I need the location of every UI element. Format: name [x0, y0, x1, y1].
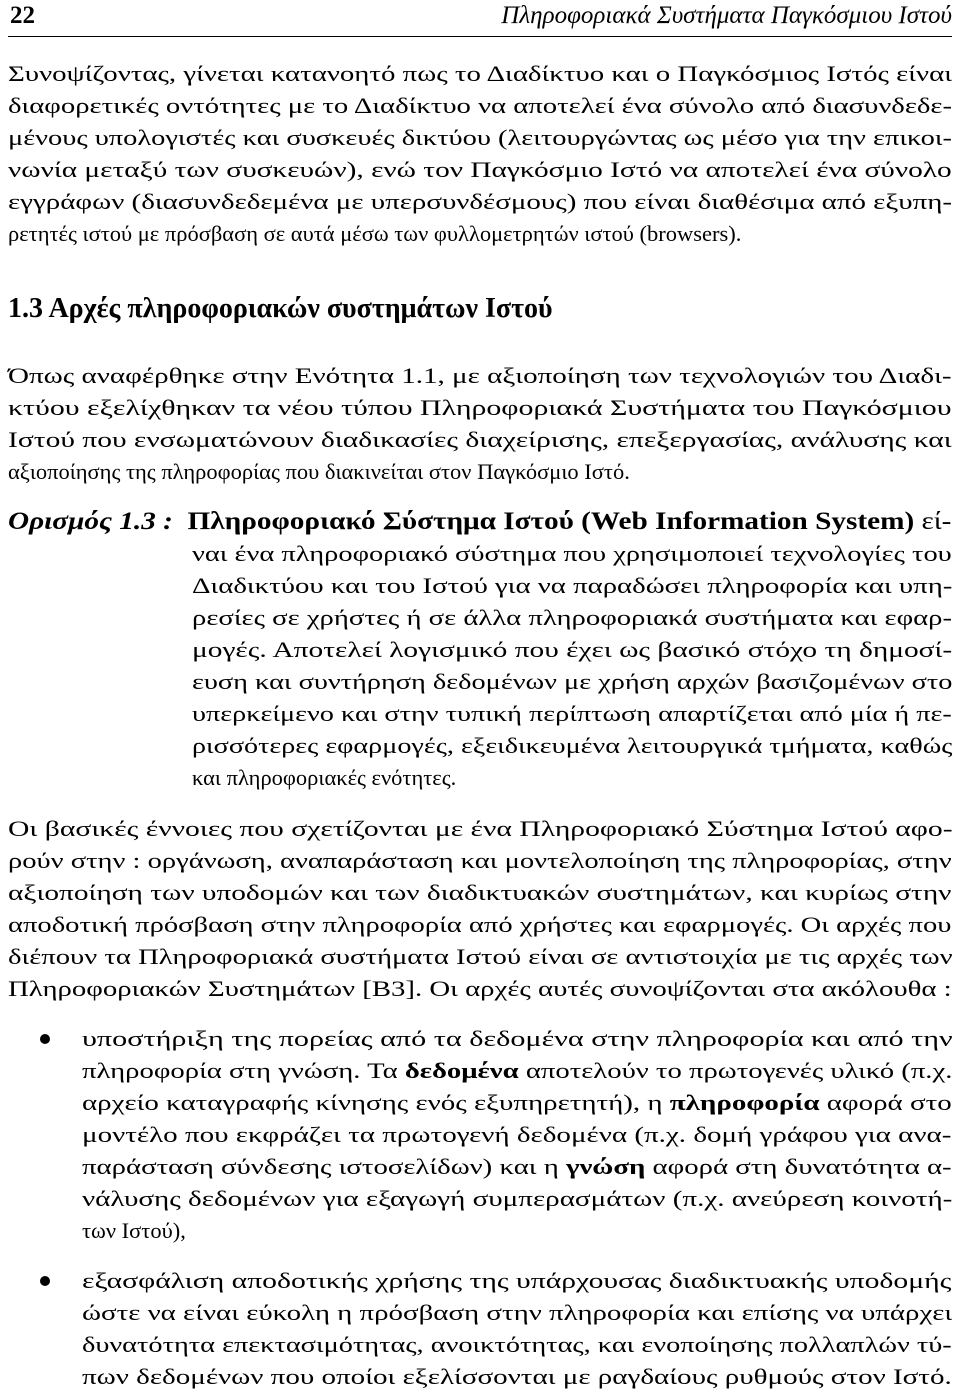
page-header [8, 0, 952, 37]
text-line: Διαδικτύου και του Ιστού για να παραδώσει πληροφορία και υπη- [192, 573, 953, 598]
text-line: ρετητές ιστού με πρόσβαση σε αυτά μέσω των φυλλομετρητών ιστού (browsers). [8, 221, 742, 246]
definition-label: Ορισμός 1.3 : [8, 508, 173, 535]
text-line: νάλυσης δεδομένων για εξαγωγή συμπερασμάτων (π.χ. ανεύρεση κοινοτή- [82, 1186, 953, 1211]
text-line: ρεσίες σε χρήστες ή σε άλλα πληροφοριακά συστήματα και εφαρ- [192, 605, 953, 630]
text-line: και πληροφοριακές ενότητες. [192, 765, 457, 790]
text-line: αποδοτική πρόσβαση στην πληροφορία από χρήστες και εφαρμογές. Οι αρχές που [8, 912, 952, 937]
text-line: αξιοποίηση των υποδομών και των διαδικτυακών συστημάτων, και κυρίως στην [8, 880, 952, 905]
running-title: Πληροφοριακά Συστήματα Παγκόσμιου Ιστού [501, 2, 952, 29]
text-span: αρχείο καταγραφής κίνησης ενός εξυπηρετητή), η [82, 1090, 670, 1115]
text-line: Οι βασικές έννοιες που σχετίζονται με ένα Πληροφοριακό Σύστημα Ιστού αφο- [8, 816, 953, 841]
page-number: 22 [10, 2, 35, 29]
bold-term: δεδομένα [404, 1058, 519, 1083]
text-line: πων δεδομένων που οποίοι εξελίσσονται με ραγδαίους ρυθμούς στον Ιστό. [82, 1364, 952, 1389]
text-line: νωνία μεταξύ των συσκευών), ενώ τον Παγκόσμιο Ιστό να αποτελεί ένα σύνολο [8, 157, 952, 182]
text-line: υπερκείμενο και στην τυπική περίπτωση απαρτίζεται από μία ή πε- [192, 701, 952, 726]
bold-term: γνώση [565, 1154, 646, 1179]
text-span: αποτελούν το πρωτογενές υλικό (π.χ. [518, 1058, 953, 1083]
text-line: μένους υπολογιστές και συσκευές δικτύου (λειτουργώντας ως μέσο για την επικοι- [8, 125, 953, 150]
text-line: διαφορετικές οντότητες με το Διαδίκτυο να αποτελεί ένα σύνολο από διασυνδεδε- [8, 93, 953, 118]
text-line: ευση και συντήρηση δεδομένων με χρήση αρχών βασιζομένων στο [192, 669, 953, 694]
text-line: μοντέλο που εκφράζει τα πρωτογενή δεδομένα (π.χ. δομή γράφου για ανα- [82, 1122, 952, 1147]
text-line: δυνατότητα επεκτασιμότητας, ανοικτότητας, και ενοποίησης πολλαπλών τύ- [82, 1332, 952, 1357]
text-line: υποστήριξη της πορείας από τα δεδομένα στην πληροφορία και από την [82, 1026, 953, 1051]
text-span: αφορά στη δυνατότητα α- [645, 1154, 952, 1179]
text-line: αξιοποίησης της πληροφορίας που διακινείται στον Παγκόσμιο Ιστό. [8, 459, 630, 484]
bullet-icon [40, 1034, 50, 1044]
text-span: πληροφορία στη γνώση. Τα [82, 1058, 405, 1083]
definition-first-line [8, 507, 951, 537]
text-line: ναι ένα πληροφοριακό σύστημα που χρησιμοποιεί τεχνολογίες του [192, 541, 952, 566]
text-line: κτύου εξελίχθηκαν τα νέου τύπου Πληροφοριακά Συστήματα του Παγκόσμιου [8, 395, 952, 420]
definition-text: εί- [921, 508, 952, 535]
text-span: παράσταση σύνδεσης ιστοσελίδων) και η [82, 1154, 566, 1179]
text-line: Ιστού που ενσωματώνουν διαδικασίες διαχείρισης, επεξεργασίας, ανάλυσης και [8, 427, 952, 452]
text-line: εξασφάλιση αποδοτικής χρήσης της υπάρχουσας διαδικτυακής υποδομής [82, 1268, 952, 1293]
text-line: μογές. Αποτελεί λογισμικό που έχει ως βασικό στόχο τη δημοσί- [192, 637, 953, 662]
text-line: των Ιστού), [82, 1218, 186, 1243]
text-line: Συνοψίζοντας, γίνεται κατανοητό πως το Διαδίκτυο και ο Παγκόσμιος Ιστός είναι [8, 61, 952, 86]
text-line: ρούν στην : οργάνωση, αναπαράσταση και μοντελοποίηση της πληροφορίας, στην [8, 848, 952, 873]
text-line: Όπως αναφέρθηκε στην Ενότητα 1.1, με αξιοποίηση των τεχνολογιών του Διαδι- [8, 363, 952, 388]
text-line: Πληροφοριακών Συστημάτων [Β3]. Οι αρχές αυτές συνοψίζονται στα ακόλουθα : [8, 976, 952, 1001]
text-line: εγγράφων (διασυνδεδεμένα με υπερσυνδέσμους) που είναι διαθέσιμα από εξυπη- [8, 189, 953, 214]
text-line: διέπουν τα Πληροφοριακά συστήματα Ιστού είναι σε αντιστοιχία με τις αρχές των [8, 944, 953, 969]
text-span: αφορά στο [819, 1090, 952, 1115]
text-line: ρισσότερες εφαρμογές, εξειδικευμένα λειτουργικά τμήματα, καθώς [192, 733, 953, 758]
bullet-icon [40, 1276, 50, 1286]
text-line [82, 1088, 952, 1118]
text-line [82, 1056, 952, 1086]
definition-term: Πληροφοριακό Σύστημα Ιστού (Web Information System) [187, 508, 915, 535]
text-line: ώστε να είναι εύκολη η πρόσβαση στην πληροφορία και επίσης να υπάρχει [82, 1300, 953, 1325]
bold-term: πληροφορία [669, 1090, 820, 1115]
section-heading: 1.3 Αρχές πληροφοριακών συστημάτων Ιστού [8, 293, 553, 324]
text-line [82, 1152, 952, 1182]
